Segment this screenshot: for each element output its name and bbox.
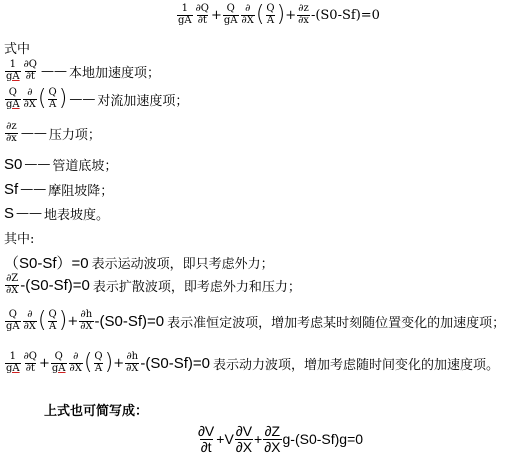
fraction-dQ-dt: $\frac{\partial Q}{\partial t}$ — [23, 59, 37, 82]
fraction-Q-gA: $\frac{Q}{gA}$ — [223, 3, 238, 26]
dash: —— — [20, 182, 47, 197]
dash: —— — [69, 91, 96, 107]
section-label: 式中 — [4, 42, 31, 57]
among-label: 其中: — [4, 232, 35, 247]
fraction-dz-dx: $\frac{\partial z}{\partial x}$ — [298, 3, 309, 26]
plus-sign: + — [67, 313, 79, 329]
plus-sign: + — [211, 7, 222, 23]
fraction-1-over-gA: $\frac{1}{gA}$ — [6, 59, 20, 82]
fraction-Q-A: $\frac{Q}{A}$ — [48, 87, 57, 110]
fraction-Q-A: $\frac{Q}{A}$ — [266, 3, 275, 26]
fraction-dQ-dt: $\frac{\partial Q}{\partial t}$ — [195, 3, 209, 26]
symbol: S0 — [4, 156, 23, 173]
description: 表示扩散波项，即考虑外力和压力； — [92, 279, 301, 295]
term-label: 本地加速度项； — [69, 65, 161, 81]
fraction-dQ-dt: $\frac{\partial Q}{\partial t}$ — [23, 351, 37, 374]
fraction-d-dX: $\frac{\partial}{\partial X}$ — [23, 309, 36, 332]
fraction-Q-gA: $\frac{Q}{gA}$ — [51, 351, 66, 374]
left-paren: ( — [83, 350, 93, 375]
description: 表示动力波项，增加考虑随时间变化的加速度项。 — [213, 357, 500, 373]
fraction-Q-A: $\frac{Q}{A}$ — [94, 351, 103, 374]
plus-sign: + — [254, 431, 263, 448]
fraction-dz-dx: $\frac{\partial z}{\partial x}$ — [6, 121, 17, 144]
fraction-Q-gA: $\frac{Q}{gA}$ — [6, 309, 20, 332]
diffusion-wave-line — [4, 274, 301, 296]
term-local-acceleration — [4, 60, 160, 82]
plus-sign-2: + — [285, 7, 297, 23]
fraction-dZ-dX: $\frac{\partial Z}{\partial X}$ — [6, 273, 19, 296]
plus-V: +V — [216, 431, 234, 448]
left-paren: ( — [255, 2, 265, 27]
equation-tail: -(S0-Sf)=0 — [140, 354, 211, 372]
term-label: 地表坡度。 — [44, 208, 110, 223]
left-paren: ( — [37, 86, 47, 111]
fraction-1-over-gA: $\frac{1}{gA}$ — [6, 351, 20, 374]
right-paren: ) — [104, 350, 114, 375]
simplify-label: 上式也可简写成： — [44, 404, 149, 419]
term-convective-acceleration — [4, 88, 188, 110]
final-equation — [196, 424, 363, 454]
right-paren: ) — [58, 86, 68, 111]
fraction-dh-dX: $\frac{\partial h}{\partial X}$ — [126, 351, 139, 374]
fraction-Q-A: $\frac{Q}{A}$ — [48, 309, 57, 332]
fraction-dV-dt: $\frac{\partial V}{\partial t}$ — [198, 423, 215, 455]
fraction-d-dX: $\frac{\partial}{\partial X}$ — [23, 87, 36, 110]
equation-tail: g-(S0-Sf)g=0 — [282, 431, 364, 448]
term-label: 对流加速度项； — [97, 93, 189, 109]
right-paren: ) — [58, 308, 68, 333]
left-paren: ( — [37, 308, 47, 333]
dash: —— — [20, 125, 47, 141]
term-label: 摩阻坡降； — [48, 184, 114, 199]
fraction-d-dX: $\frac{\partial}{\partial X}$ — [241, 3, 254, 26]
symbol: Sf — [4, 181, 19, 198]
dash: —— — [41, 63, 67, 79]
equation-tail: -(S0-Sf)=0 — [20, 276, 90, 294]
right-paren: ) — [276, 2, 286, 27]
kinematic-wave-line — [4, 252, 274, 273]
fraction-Q-gA: $\frac{Q}{gA}$ — [6, 87, 20, 110]
description: 表示运动波项，即只考虑外力； — [91, 257, 274, 272]
fraction-1-over-gA: $\frac{1}{gA}$ — [178, 3, 192, 26]
plus-sign-2: + — [113, 355, 125, 371]
symbol: S — [4, 205, 15, 222]
term-pressure — [4, 122, 101, 144]
dash: —— — [16, 206, 43, 221]
term-bed-slope — [4, 155, 117, 174]
term-ground-slope — [4, 204, 109, 223]
description: 表示准恒定波项，增加考虑某时刻随位置变化的加速度项； — [167, 315, 506, 331]
equation-tail: -(S0-Sf)=0 — [94, 312, 165, 330]
plus-sign: + — [39, 355, 50, 371]
term-label: 压力项； — [48, 127, 101, 143]
term-friction-slope — [4, 180, 113, 199]
equation-tail: -(S0-Sf)=0 — [310, 7, 380, 23]
fraction-dV-dX: $\frac{\partial V}{\partial X}$ — [235, 423, 253, 455]
fraction-d-dX: $\frac{\partial}{\partial X}$ — [69, 351, 82, 374]
dash: —— — [24, 157, 51, 172]
quasi-steady-wave-line — [4, 310, 505, 332]
term-label: 管道底坡； — [52, 159, 118, 174]
title-equation — [176, 4, 380, 26]
fraction-dh-dX: $\frac{\partial h}{\partial X}$ — [80, 309, 93, 332]
fraction-dZ-dX: $\frac{\partial Z}{\partial X}$ — [264, 423, 281, 455]
equation: （S0-Sf）=0 — [4, 255, 89, 272]
dynamic-wave-line — [4, 352, 499, 374]
